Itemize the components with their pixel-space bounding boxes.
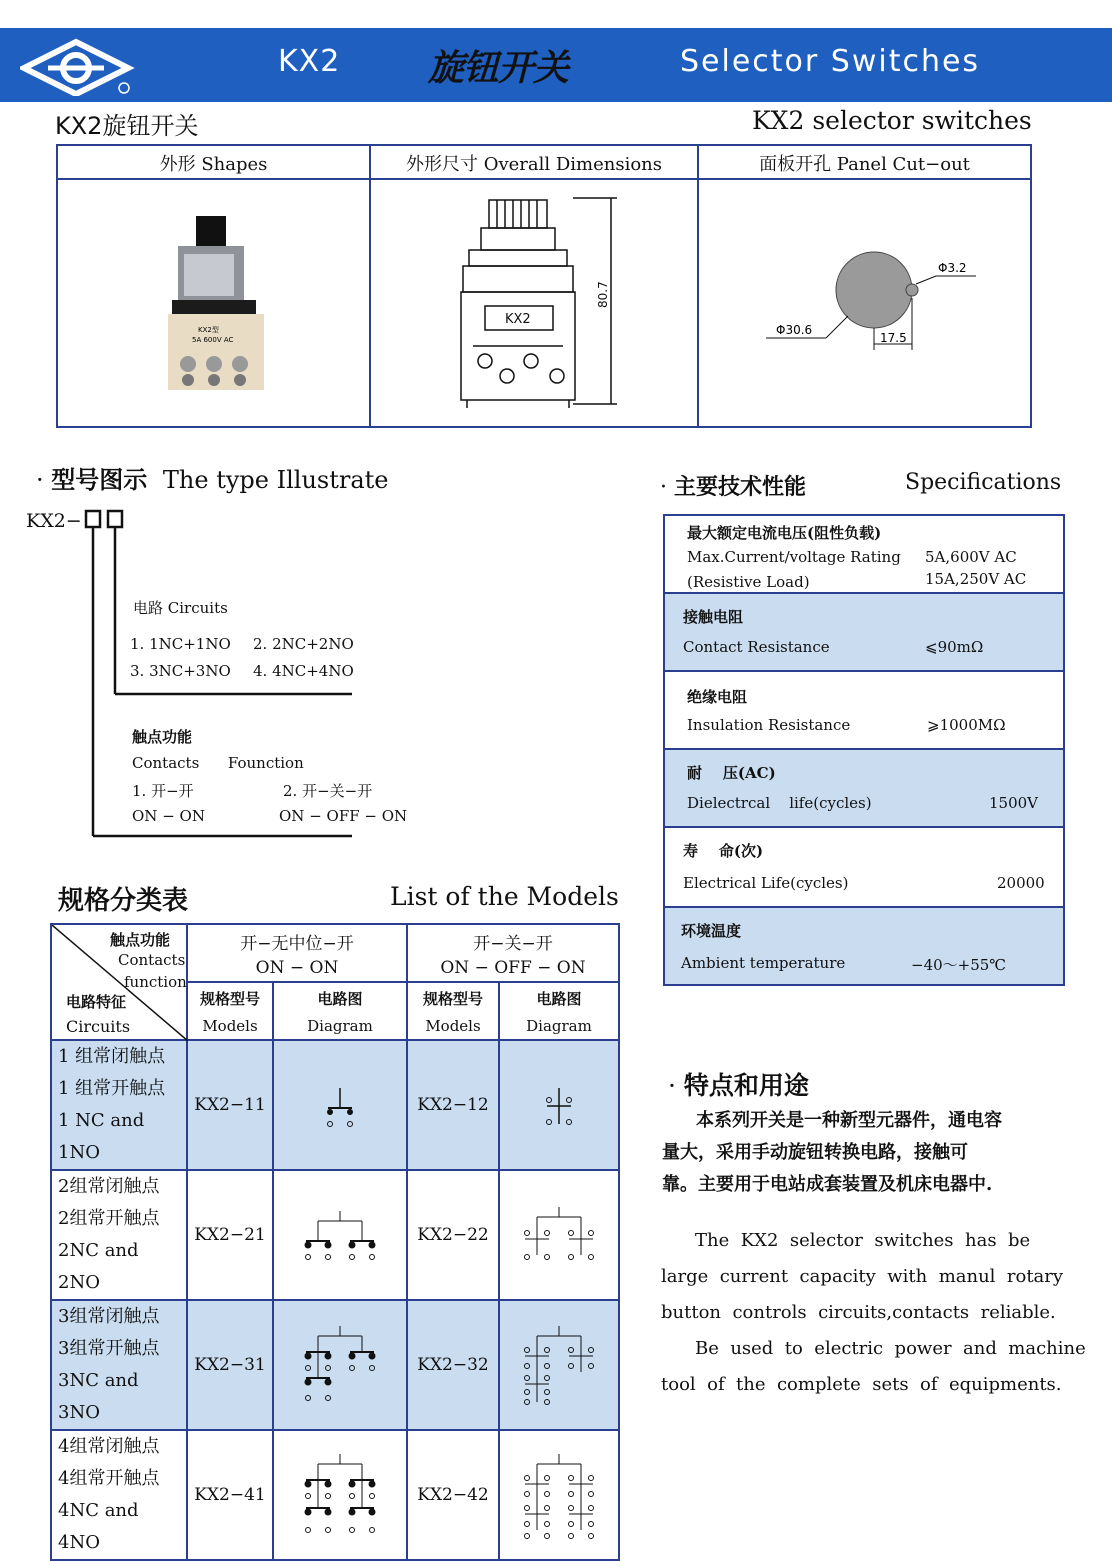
dimensions-drawing <box>453 196 633 411</box>
circuit-diagram <box>310 1080 370 1130</box>
header-banner <box>0 28 1112 102</box>
model-code: KX2−21 <box>187 1170 273 1300</box>
features-en-1: The KX2 selector switches has be <box>695 1230 1031 1251</box>
group-header-on-off-on: 开−关−开 ON − OFF − ON <box>407 924 619 982</box>
spec-row-insulation: 绝缘电阻 Insulation Resistance ⩾1000MΩ <box>665 672 1063 750</box>
table-row: 2组常闭触点 2组常开触点 2NC and 2NO KX2−21 KX2−22 <box>51 1170 619 1300</box>
circuit-diagram <box>290 1207 390 1263</box>
model-code: KX2−32 <box>407 1300 499 1430</box>
spec-row-rating: 最大额定电流电压(阻性负载) Max.Current/voltage Rating (Resistive Load) 5A,600V AC 15A,250V AC <box>665 516 1063 594</box>
model-code: KX2−31 <box>187 1300 273 1430</box>
section-title-right: KX2 selector switches <box>752 106 1032 135</box>
circuit-diagram <box>509 1203 609 1267</box>
circuit-1: 1. 1NC+1NO <box>130 635 231 653</box>
section-title-left: KX2旋钮开关 <box>55 112 199 140</box>
features-en-3: button controls circuits,contacts reliable. <box>661 1302 1056 1323</box>
banner-model: KX2 <box>278 44 341 79</box>
specs-table <box>663 514 1065 986</box>
features-cn-3: 靠。主要用于电站成套装置及机床电器中. <box>662 1174 993 1195</box>
company-logo <box>20 36 140 96</box>
circuit-diagram <box>529 1080 589 1130</box>
circuit-2: 2. 2NC+2NO <box>253 635 354 653</box>
type-section-title: · 型号图示 The type Illustrate <box>36 466 389 494</box>
model-code: KX2−41 <box>187 1430 273 1560</box>
specs-title: · 主要技术性能 <box>660 475 807 500</box>
group-header-on-on: 开−无中位−开 ON − ON <box>187 924 407 982</box>
model-code: KX2−42 <box>407 1430 499 1560</box>
banner-title-en: Selector Switches <box>680 44 981 79</box>
col-header-shapes: 外形 Shapes <box>159 154 268 175</box>
col-header-cutout: 面板开孔 Panel Cut−out <box>759 154 970 175</box>
model-code: KX2−22 <box>407 1170 499 1300</box>
table-row: 4组常闭触点 4组常开触点 4NC and 4NO KX2−41 KX2−42 <box>51 1430 619 1560</box>
photo-label-1: KX2型 <box>198 326 219 334</box>
cutout-w: 17.5 <box>880 331 907 345</box>
opt1-en: ON − ON <box>132 807 205 825</box>
banner-title-cn: 旋钮开关 <box>428 48 569 89</box>
corner-cell: 触点功能 Contacts function 电路特征 Circuits <box>51 924 187 1040</box>
circuit-3: 3. 3NC+3NO <box>130 662 231 680</box>
contacts-sub: Contacts Founction <box>132 754 304 772</box>
table-row: 3组常闭触点 3组常开触点 3NC and 3NO KX2−31 KX2−32 <box>51 1300 619 1430</box>
circuit-diagram <box>509 1322 609 1408</box>
type-code: KX2− <box>26 510 82 532</box>
dim-label: KX2 <box>505 312 531 327</box>
cutout-d2: Φ30.6 <box>776 323 813 337</box>
circuit-diagram <box>290 1322 390 1408</box>
circuits-title: 电路 Circuits <box>133 599 228 617</box>
opt2-en: ON − OFF − ON <box>279 807 408 825</box>
product-photo <box>158 214 278 394</box>
circuit-4: 4. 4NC+4NO <box>253 662 354 680</box>
features-cn-1: 本系列开关是一种新型元器件，通电容 <box>696 1110 1002 1131</box>
shapes-table <box>56 144 1032 428</box>
dim-height: 80.7 <box>596 281 610 308</box>
features-en-5: tool of the complete sets of equipments. <box>661 1374 1062 1395</box>
model-code: KX2−11 <box>187 1040 273 1170</box>
circuit-diagram <box>509 1450 609 1540</box>
spec-row-ambient: 环境温度 Ambient temperature −40～+55℃ <box>665 908 1063 984</box>
contacts-title: 触点功能 <box>132 728 193 746</box>
col-header-dimensions: 外形尺寸 Overall Dimensions <box>405 154 663 175</box>
cutout-drawing <box>758 242 1008 362</box>
opt1-cn: 1. 开−开 <box>132 782 194 800</box>
cutout-d1: Φ3.2 <box>938 261 967 275</box>
spec-row-dielectric: 耐 压(AC) Dielectrcal life(cycles) 1500V <box>665 750 1063 828</box>
features-title: · 特点和用途 <box>668 1071 809 1100</box>
spec-row-life: 寿 命(次) Electrical Life(cycles) 20000 <box>665 828 1063 908</box>
features-en-4: Be used to electric power and machine <box>695 1338 1086 1359</box>
models-table: 触点功能 Contacts function 电路特征 Circuits 开−无中位−开 ON − ON 开−关−开 ON − OFF − ON 规格型号 Models 电路图 Diagram 规格型号 Models 电路图 Diagram 1 组常闭触点 1 组常开触点 1 NC and 1NO KX2−11 KX2−12 2组常闭触点 2组常开触点 2NC and 2NO KX2−21 KX2−22 3组常闭触点 3组常开触点 3NC and 3NO KX2−31 KX2−32 4组常闭触点 4组常开触点 4NC and 4NO KX2−41 KX2−42 <box>50 923 620 1561</box>
photo-label-2: 5A 600V AC <box>192 336 234 344</box>
features-en-2: large current capacity with manul rotary <box>661 1266 1064 1287</box>
table-row: 1 组常闭触点 1 组常开触点 1 NC and 1NO KX2−11 KX2−12 <box>51 1040 619 1170</box>
specs-title-en: Specifications <box>905 470 1062 495</box>
spec-row-contact-resistance: 接触电阻 Contact Resistance ⩽90mΩ <box>665 594 1063 672</box>
features-cn-2: 量大，采用手动旋钮转换电路，接触可 <box>662 1142 968 1163</box>
circuit-diagram <box>290 1450 390 1540</box>
models-title-cn: 规格分类表 <box>58 886 189 916</box>
models-title-en: List of the Models <box>390 882 619 911</box>
opt2-cn: 2. 开−关−开 <box>283 782 373 800</box>
model-code: KX2−12 <box>407 1040 499 1170</box>
